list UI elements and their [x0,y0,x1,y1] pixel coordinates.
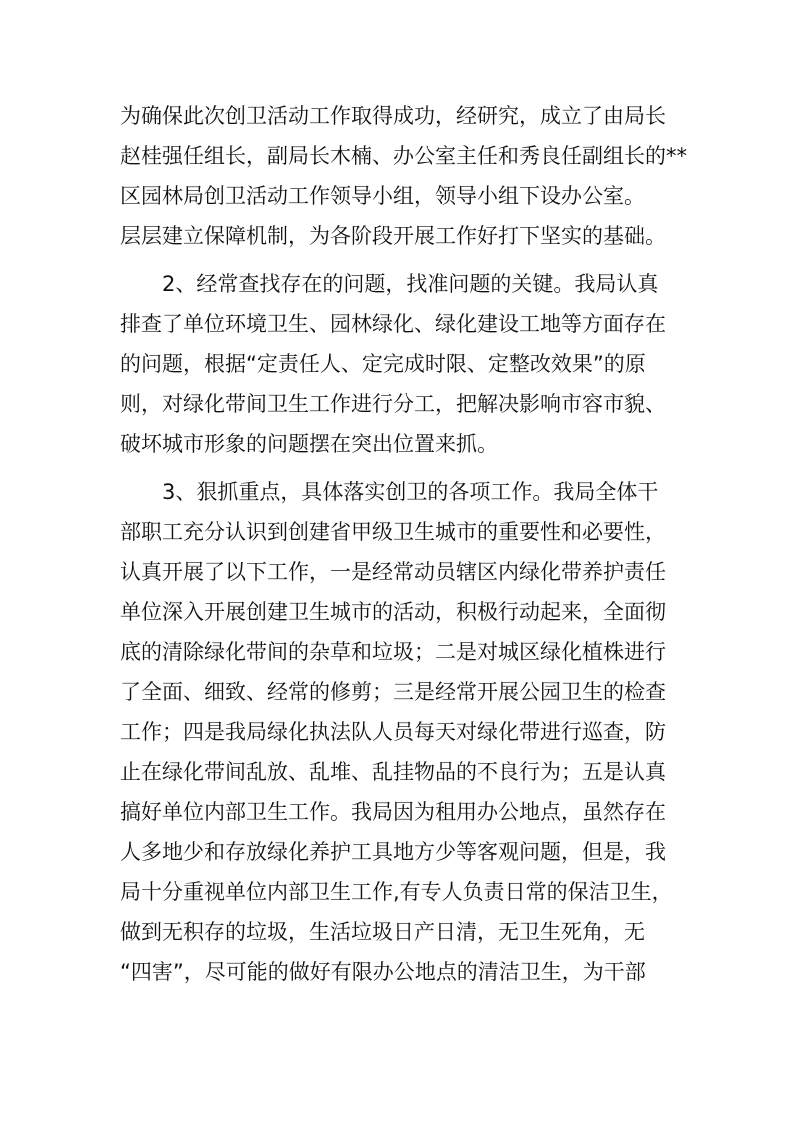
paragraph-line: 局十分重视单位内部卫生工作,有专人负责日常的保洁卫生， [120,880,673,904]
paragraph-line: 破坏城市形象的问题摆在突出位置来抓。 [120,432,498,456]
paragraph-line: 止在绿化带间乱放、乱堆、乱挂物品的不良行为；五是认真 [120,760,666,784]
paragraph-line: 认真开展了以下工作，一是经常动员辖区内绿化带养护责任 [120,560,666,584]
paragraph-line: 2、经常查找存在的问题，找准问题的关键。我局认真 [162,272,659,296]
paragraph-line: 底的清除绿化带间的杂草和垃圾；二是对城区绿化植株进行 [120,640,666,664]
paragraph-line: 赵桂强任组长，副局长木楠、办公室主任和秀良任副组长的** [120,144,687,168]
paragraph-line: 工作；四是我局绿化执法队人员每天对绿化带进行巡查，防 [120,720,666,744]
paragraph-line: 则，对绿化带间卫生工作进行分工，把解决影响市容市貌、 [120,392,666,416]
paragraph-line: 了全面、细致、经常的修剪；三是经常开展公园卫生的检查 [120,680,666,704]
paragraph-line: 层层建立保障机制，为各阶段开展工作好打下坚实的基础。 [120,224,666,248]
paragraph-line: 区园林局创卫活动工作领导小组，领导小组下设办公室。 [120,184,645,208]
paragraph-line: 排查了单位环境卫生、园林绿化、绿化建设工地等方面存在 [120,312,666,336]
paragraph-line: 做到无积存的垃圾，生活垃圾日产日清，无卫生死角，无 [120,920,645,944]
paragraph-line: 的问题，根据“定责任人、定完成时限、定整改效果”的原 [120,352,646,376]
paragraph-line: “四害”，尽可能的做好有限办公地点的清洁卫生，为干部 [120,960,646,984]
paragraph-line: 人多地少和存放绿化养护工具地方少等客观问题，但是，我 [120,840,666,864]
paragraph-line: 部职工充分认识到创建省甲级卫生城市的重要性和必要性， [120,520,666,544]
paragraph-line: 为确保此次创卫活动工作取得成功，经研究，成立了由局长 [120,104,666,128]
paragraph-line: 3、狠抓重点，具体落实创卫的各项工作。我局全体干 [162,480,659,504]
paragraph-line: 搞好单位内部卫生工作。我局因为租用办公地点，虽然存在 [120,800,666,824]
paragraph-line: 单位深入开展创建卫生城市的活动，积极行动起来，全面彻 [120,600,666,624]
